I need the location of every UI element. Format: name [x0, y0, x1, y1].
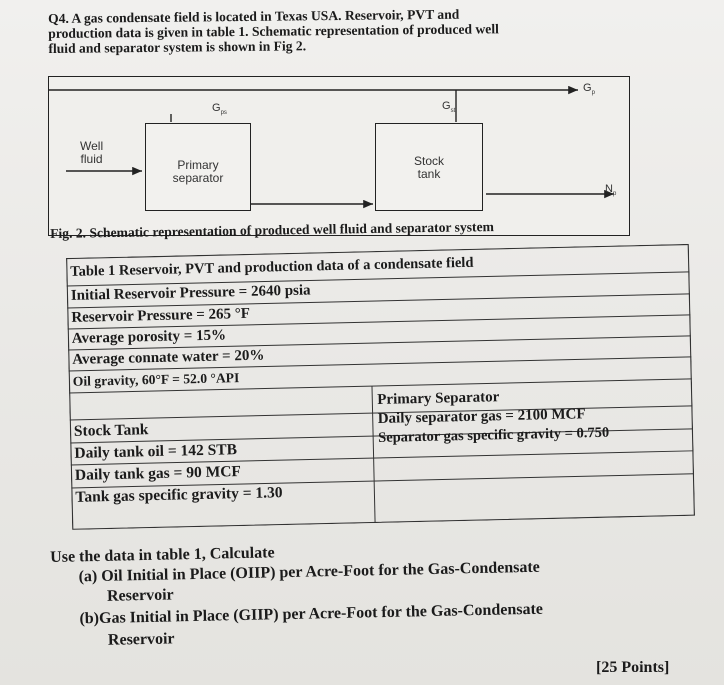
daily-separator-gas: Daily separator gas = 2100 MCF: [377, 406, 586, 427]
gps-label: $G_{ps}$: [212, 102, 227, 117]
gst-label: $G_{st}$: [442, 100, 456, 115]
question-text: [48, 5, 648, 56]
figure-caption: Fig. 2. Schematic representation of produced well fluid and separator system: [50, 219, 494, 241]
instructions-intro: Use the data in table 1, Calculate: [50, 544, 275, 566]
daily-tank-oil: Daily tank oil = 142 STB: [74, 441, 238, 462]
well-fluid-label: Well fluid: [80, 139, 104, 166]
separator-schematic: [48, 76, 630, 236]
part-a-line-1: (a) Oil Initial in Place (OIIP) per Acre-Foot for the Gas-Condensate: [78, 558, 540, 586]
np-label: $N_p$: [605, 183, 617, 198]
table-title: Table 1 Reservoir, PVT and production data of a condensate field: [70, 254, 474, 280]
points-label: [25 Points]: [596, 659, 670, 676]
part-b-line-1: (b)Gas Initial in Place (GIIP) per Acre-Foot for the Gas-Condensate: [79, 600, 544, 628]
stock-tank-heading: Stock Tank: [73, 421, 149, 440]
primary-separator-box: [145, 123, 251, 211]
part-a-line-2: Reservoir: [106, 586, 174, 605]
calculation-instructions: [50, 534, 710, 649]
daily-tank-gas: Daily tank gas = 90 MCF: [74, 463, 242, 484]
gp-label: $G_p$: [583, 82, 595, 97]
question-line-1: Q4. A gas condensate field is located in Texas USA. Reservoir, PVT and: [48, 6, 460, 26]
part-b-line-2: Reservoir: [107, 630, 175, 649]
table-row: Average porosity = 15%: [71, 327, 227, 347]
table-row: Reservoir Pressure = 265 °F: [71, 305, 251, 326]
separator-gas-gravity: Separator gas specific gravity = 0.750: [377, 424, 610, 446]
table-row: Initial Reservoir Pressure = 2640 psia: [70, 282, 311, 304]
table-row: Oil gravity, 60°F = 52.0 °API: [72, 370, 240, 389]
question-line-3: fluid and separator system is shown in Fig 2.: [48, 38, 307, 56]
primary-separator-label: Primary separator: [172, 158, 224, 185]
data-table: [66, 244, 695, 530]
stock-tank-box: [375, 123, 483, 211]
table-row: Average connate water = 20%: [72, 347, 265, 368]
question-line-2: production data is given in table 1. Schematic representation of produced well: [48, 21, 499, 41]
primary-separator-heading: Primary Separator: [377, 389, 500, 408]
tank-gas-gravity: Tank gas specific gravity = 1.30: [75, 484, 283, 506]
stock-tank-label: Stock tank: [413, 154, 444, 181]
schematic-arrows: [48, 76, 630, 236]
